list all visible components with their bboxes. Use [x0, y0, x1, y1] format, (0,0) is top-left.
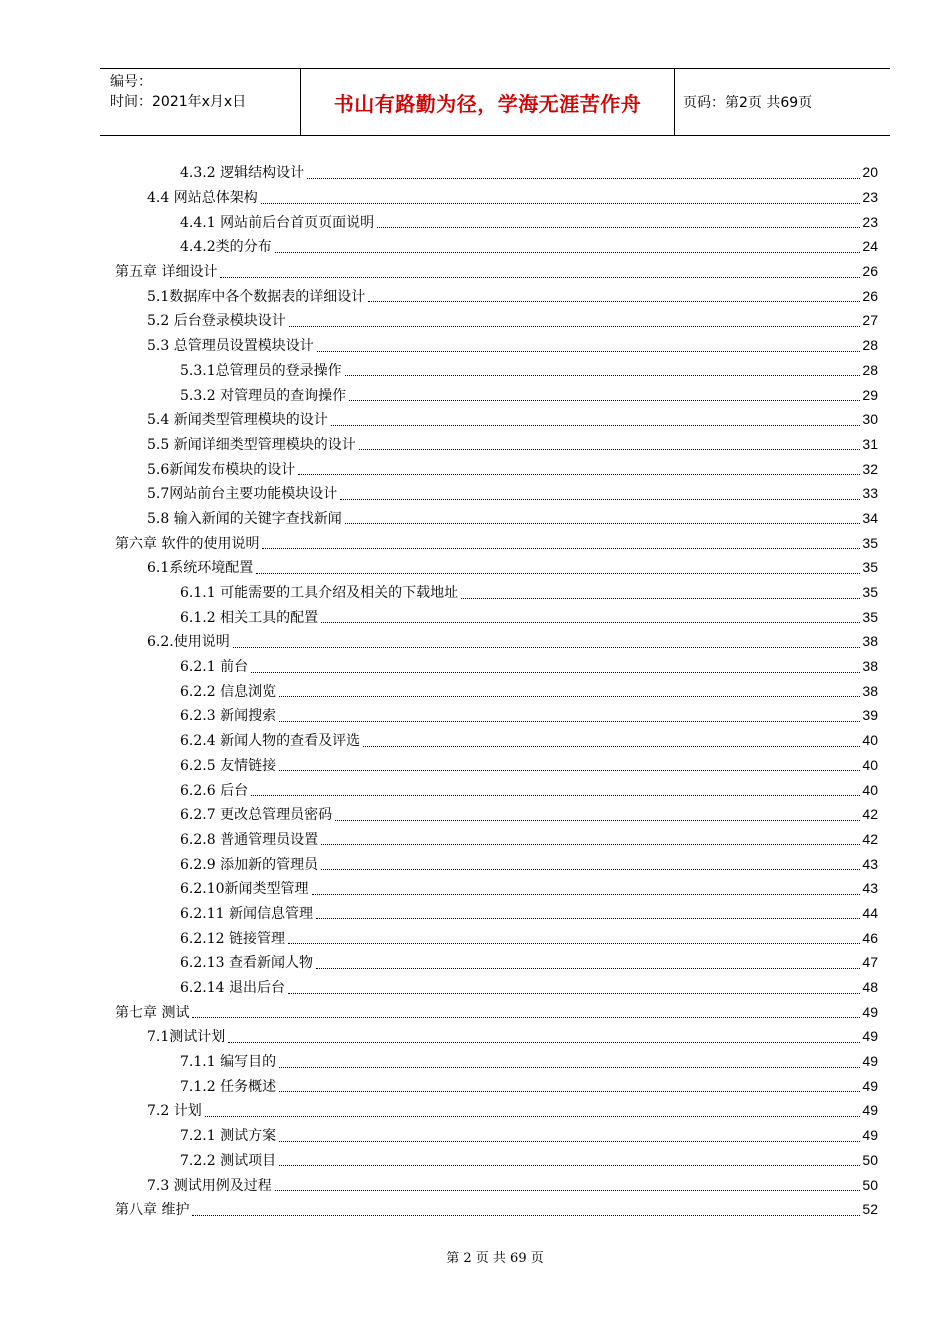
toc-entry[interactable] [0, 950, 950, 975]
toc-entry-title: 6.2.14 退出后台 [180, 977, 286, 997]
toc-entry[interactable] [0, 925, 950, 950]
toc-entry-page: 28 [862, 337, 878, 354]
toc-leader-dots [279, 707, 860, 722]
toc-entry[interactable] [0, 308, 950, 333]
toc-entry-page: 29 [862, 386, 878, 403]
toc-entry-title: 7.1.1 编写目的 [180, 1051, 277, 1071]
toc-entry-title: 5.8 输入新闻的关键字查找新闻 [147, 508, 343, 528]
toc-entry[interactable] [0, 432, 950, 457]
toc-entry[interactable] [0, 999, 950, 1024]
toc-entry-page: 26 [862, 263, 878, 280]
toc-leader-dots [317, 337, 861, 352]
toc-leader-dots [340, 485, 860, 500]
toc-entry[interactable] [0, 333, 950, 358]
toc-entry[interactable] [0, 185, 950, 210]
toc-entry[interactable] [0, 703, 950, 728]
toc-entry-page: 50 [862, 1151, 878, 1168]
toc-entry-title: 6.2.1 前台 [180, 656, 249, 676]
toc-entry[interactable] [0, 851, 950, 876]
toc-entry-title: 5.3.1总管理员的登录操作 [180, 360, 343, 380]
toc-entry-title: 6.2.5 友情链接 [180, 755, 277, 775]
toc-leader-dots [316, 904, 860, 919]
toc-entry-title: 7.3 测试用例及过程 [147, 1175, 273, 1195]
toc-entry-page: 39 [862, 707, 878, 724]
toc-entry[interactable] [0, 555, 950, 580]
toc-entry-title: 6.2.13 查看新闻人物 [180, 952, 314, 972]
toc-entry-title: 6.2.7 更改总管理员密码 [180, 804, 333, 824]
toc-entry[interactable] [0, 728, 950, 753]
toc-leader-dots [205, 1102, 861, 1117]
page-footer: 第 2 页 共 69 页 [446, 1251, 544, 1266]
toc-leader-dots [256, 559, 860, 574]
toc-leader-dots [262, 534, 860, 549]
toc-entry[interactable] [0, 259, 950, 284]
toc-leader-dots [261, 189, 861, 204]
toc-leader-dots [233, 633, 861, 648]
toc-entry-title: 6.2.12 链接管理 [180, 928, 286, 948]
toc-entry-page: 47 [862, 954, 878, 971]
toc-entry-title: 4.3.2 逻辑结构设计 [180, 162, 305, 182]
toc-entry-title: 第六章 软件的使用说明 [115, 533, 260, 553]
toc-entry-title: 6.2.11 新闻信息管理 [180, 903, 314, 923]
toc-entry-title: 6.2.使用说明 [147, 631, 231, 651]
toc-leader-dots [321, 608, 860, 623]
toc-entry-title: 5.3.2 对管理员的查询操作 [180, 385, 347, 405]
toc-entry-page: 23 [862, 189, 878, 206]
toc-entry-title: 6.2.6 后台 [180, 780, 249, 800]
toc-entry[interactable] [0, 160, 950, 185]
toc-leader-dots [192, 1201, 860, 1216]
toc-leader-dots [228, 1028, 860, 1043]
toc-entry-title: 6.2.3 新闻搜索 [180, 705, 277, 725]
toc-entry-title: 第八章 维护 [115, 1199, 190, 1219]
toc-entry-page: 50 [862, 1176, 878, 1193]
toc-leader-dots [368, 287, 860, 302]
header-meta [100, 69, 301, 135]
toc-entry-page: 38 [862, 633, 878, 650]
toc-entry[interactable] [0, 209, 950, 234]
toc-entry[interactable] [0, 753, 950, 778]
header-number-label: 编号： [110, 74, 152, 90]
toc-leader-dots [279, 1077, 860, 1092]
toc-leader-dots [275, 1176, 861, 1191]
toc-entry[interactable] [0, 876, 950, 901]
toc-entry[interactable] [0, 827, 950, 852]
toc-entry-title: 6.2.8 普通管理员设置 [180, 829, 319, 849]
toc-entry-page: 35 [862, 584, 878, 601]
toc-entry-page: 38 [862, 658, 878, 675]
toc-leader-dots [279, 1053, 860, 1068]
toc-entry[interactable] [0, 382, 950, 407]
toc-leader-dots [192, 1003, 860, 1018]
toc-entry-title: 4.4.2类的分布 [180, 236, 273, 256]
toc-entry[interactable] [0, 358, 950, 383]
toc-leader-dots [279, 1151, 860, 1166]
toc-entry-title: 6.1.2 相关工具的配置 [180, 607, 319, 627]
toc-entry[interactable] [0, 604, 950, 629]
toc-entry-title: 5.4 新闻类型管理模块的设计 [147, 409, 329, 429]
toc-entry-page: 48 [862, 979, 878, 996]
toc-entry[interactable] [0, 654, 950, 679]
toc-entry[interactable] [0, 530, 950, 555]
toc-entry[interactable] [0, 629, 950, 654]
toc-entry[interactable] [0, 506, 950, 531]
toc-entry-page: 49 [862, 1028, 878, 1045]
toc-entry[interactable] [0, 1049, 950, 1074]
toc-entry-title: 4.4.1 网站前后台首页页面说明 [180, 212, 375, 232]
toc-entry-page: 32 [862, 460, 878, 477]
toc-entry-page: 44 [862, 904, 878, 921]
toc-leader-dots [288, 929, 860, 944]
toc-leader-dots [377, 213, 860, 228]
toc-entry-title: 6.1.1 可能需要的工具介绍及相关的下载地址 [180, 582, 459, 602]
toc-entry[interactable] [0, 975, 950, 1000]
toc-entry[interactable] [0, 777, 950, 802]
toc-entry[interactable] [0, 580, 950, 605]
toc-entry-page: 23 [862, 213, 878, 230]
toc-entry-title: 7.2.2 测试项目 [180, 1150, 277, 1170]
toc-entry-page: 26 [862, 287, 878, 304]
toc-entry[interactable] [0, 234, 950, 259]
toc-entry-title: 6.2.9 添加新的管理员 [180, 854, 319, 874]
toc-leader-dots [312, 880, 861, 895]
toc-entry[interactable] [0, 1197, 950, 1222]
toc-entry[interactable] [0, 481, 950, 506]
page-header [100, 68, 890, 136]
toc-entry-title: 6.2.4 新闻人物的查看及评选 [180, 730, 361, 750]
toc-entry-page: 40 [862, 756, 878, 773]
toc-entry-page: 42 [862, 806, 878, 823]
toc-entry-page: 40 [862, 781, 878, 798]
toc-entry-title: 5.5 新闻详细类型管理模块的设计 [147, 434, 357, 454]
toc-entry-title: 6.2.2 信息浏览 [180, 681, 277, 701]
toc-entry-page: 20 [862, 164, 878, 181]
toc-entry-page: 24 [862, 238, 878, 255]
toc-entry-page: 43 [862, 880, 878, 897]
toc-entry-page: 35 [862, 534, 878, 551]
toc-entry[interactable] [0, 1073, 950, 1098]
toc-entry[interactable] [0, 456, 950, 481]
toc-entry[interactable] [0, 1098, 950, 1123]
toc-entry[interactable] [0, 901, 950, 926]
toc-entry-title: 4.4 网站总体架构 [147, 187, 259, 207]
header-time-label: 时间：2021年x月x日 [110, 94, 247, 110]
toc-entry-title: 5.6新闻发布模块的设计 [147, 459, 296, 479]
toc-leader-dots [321, 830, 860, 845]
toc-leader-dots [279, 756, 860, 771]
table-of-contents [0, 160, 950, 1222]
toc-leader-dots [251, 658, 860, 673]
toc-entry-page: 31 [862, 435, 878, 452]
toc-leader-dots [289, 312, 861, 327]
toc-entry-page: 35 [862, 559, 878, 576]
toc-leader-dots [275, 238, 861, 253]
toc-leader-dots [345, 361, 861, 376]
toc-leader-dots [335, 806, 860, 821]
toc-entry-page: 52 [862, 1201, 878, 1218]
toc-entry-title: 6.2.10新闻类型管理 [180, 878, 310, 898]
toc-entry[interactable] [0, 283, 950, 308]
toc-entry-page: 49 [862, 1053, 878, 1070]
toc-entry[interactable] [0, 1123, 950, 1148]
toc-entry[interactable] [0, 678, 950, 703]
toc-entry[interactable] [0, 1148, 950, 1173]
toc-leader-dots [307, 164, 860, 179]
toc-entry-page: 33 [862, 485, 878, 502]
toc-entry-page: 27 [862, 312, 878, 329]
toc-leader-dots [316, 954, 860, 969]
header-page-label: 页码：第2页 共69页 [683, 95, 813, 111]
toc-entry-page: 34 [862, 509, 878, 526]
toc-entry-title: 5.7网站前台主要功能模块设计 [147, 483, 338, 503]
toc-entry-title: 7.2.1 测试方案 [180, 1125, 277, 1145]
header-motto: 书山有路勤为径，学海无涯苦作舟 [301, 69, 675, 135]
toc-entry[interactable] [0, 407, 950, 432]
toc-leader-dots [349, 386, 860, 401]
toc-entry-title: 7.1测试计划 [147, 1026, 226, 1046]
toc-entry-page: 38 [862, 682, 878, 699]
toc-entry-page: 46 [862, 929, 878, 946]
toc-entry-page: 49 [862, 1003, 878, 1020]
toc-leader-dots [461, 584, 860, 599]
toc-entry-title: 5.2 后台登录模块设计 [147, 310, 287, 330]
toc-entry-page: 49 [862, 1127, 878, 1144]
toc-entry-page: 49 [862, 1102, 878, 1119]
toc-leader-dots [288, 979, 860, 994]
toc-leader-dots [279, 682, 860, 697]
toc-entry[interactable] [0, 1172, 950, 1197]
toc-leader-dots [345, 509, 861, 524]
toc-leader-dots [251, 781, 860, 796]
toc-entry-page: 40 [862, 732, 878, 749]
toc-leader-dots [279, 1127, 860, 1142]
toc-entry-page: 42 [862, 830, 878, 847]
toc-entry[interactable] [0, 802, 950, 827]
toc-entry-title: 第五章 详细设计 [115, 261, 218, 281]
toc-entry-page: 49 [862, 1077, 878, 1094]
toc-entry-title: 7.2 计划 [147, 1100, 203, 1120]
toc-entry-title: 6.1系统环境配置 [147, 557, 254, 577]
toc-entry-title: 5.3 总管理员设置模块设计 [147, 335, 315, 355]
toc-leader-dots [220, 263, 860, 278]
toc-leader-dots [363, 732, 860, 747]
toc-entry-page: 35 [862, 608, 878, 625]
toc-entry-title: 5.1数据库中各个数据表的详细设计 [147, 286, 366, 306]
toc-entry-title: 7.1.2 任务概述 [180, 1076, 277, 1096]
toc-entry-title: 第七章 测试 [115, 1002, 190, 1022]
toc-leader-dots [321, 855, 860, 870]
toc-leader-dots [298, 460, 860, 475]
toc-entry[interactable] [0, 1024, 950, 1049]
toc-leader-dots [359, 435, 861, 450]
toc-entry-page: 28 [862, 361, 878, 378]
toc-entry-page: 30 [862, 411, 878, 428]
toc-leader-dots [331, 411, 861, 426]
toc-entry-page: 43 [862, 855, 878, 872]
